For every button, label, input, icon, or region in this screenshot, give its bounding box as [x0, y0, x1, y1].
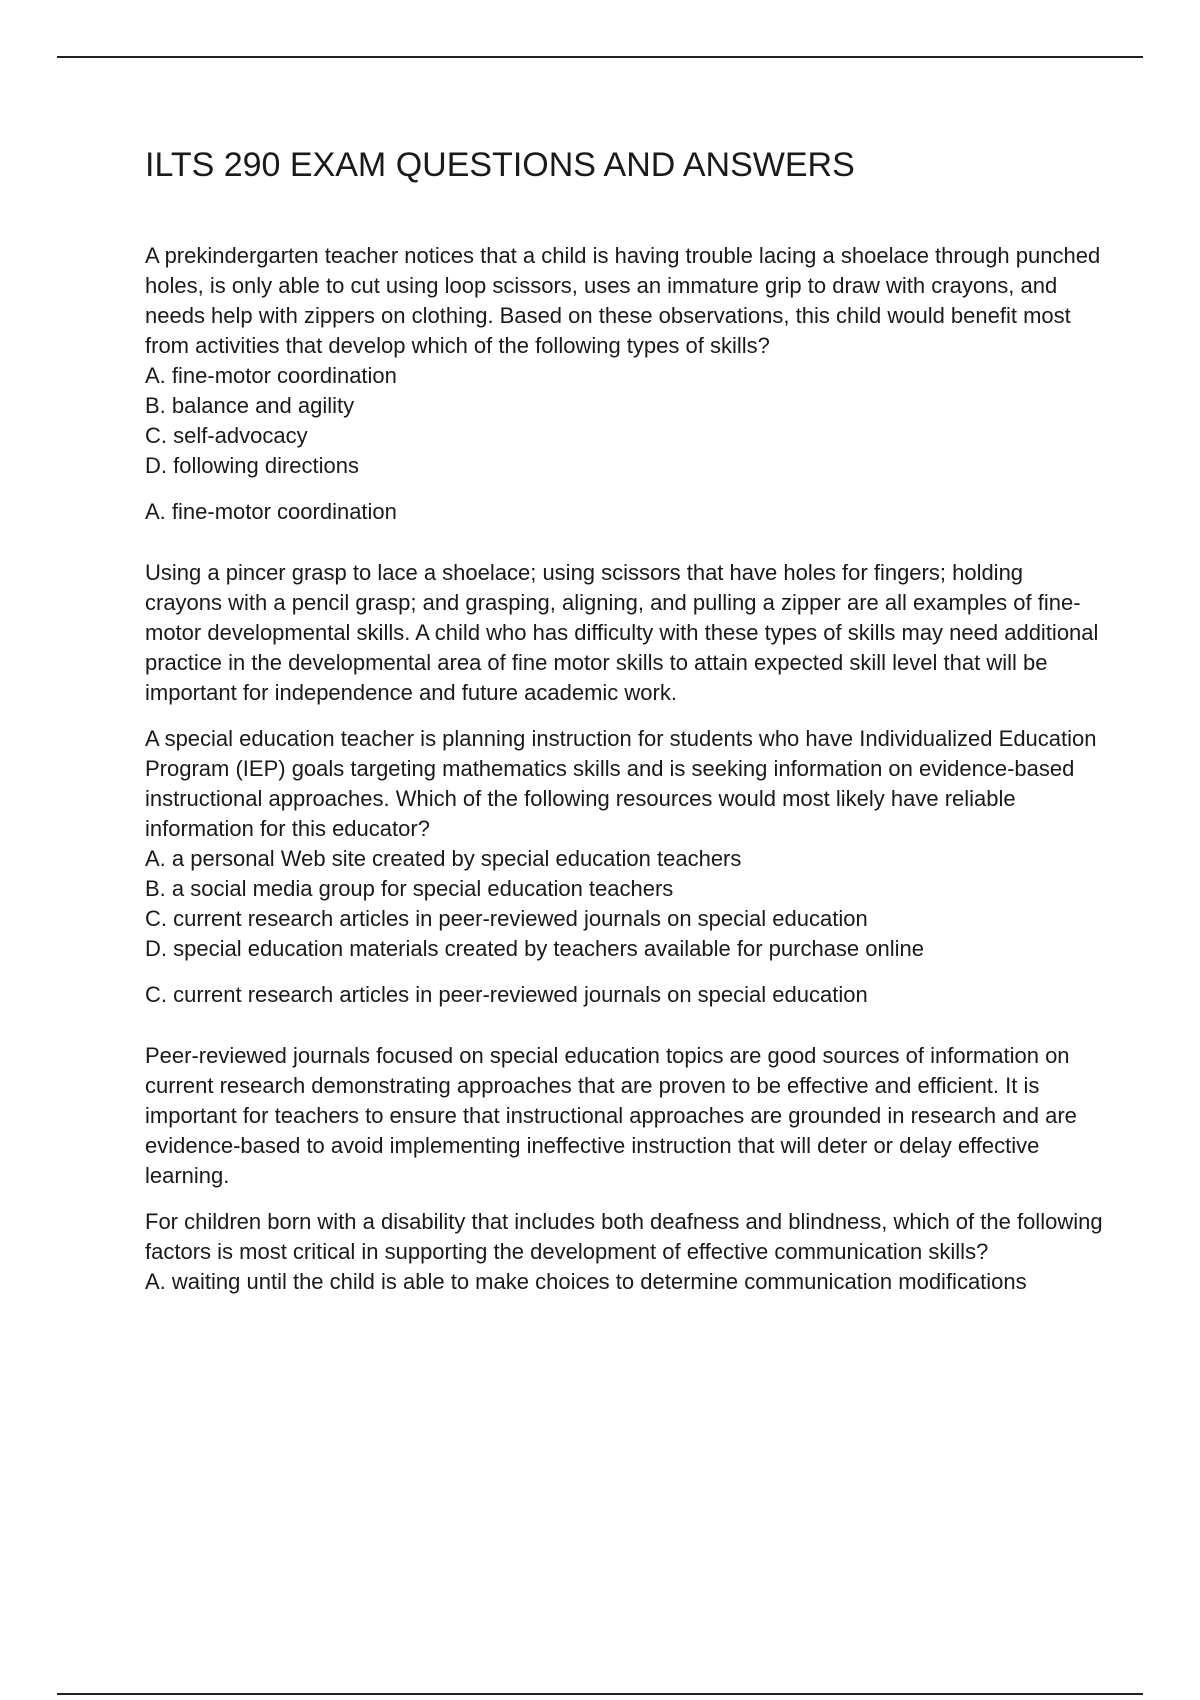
- answer-text: A. fine-motor coordination: [145, 499, 397, 524]
- question-text: For children born with a disability that includes both deafness and blindness, which of the following factors is most critical in supporting the development of effective communication skills?: [145, 1209, 1103, 1264]
- explanation-text: Using a pincer grasp to lace a shoelace; using scissors that have holes for fingers; holding crayons with a pencil grasp; and grasping, aligning, and pulling a zipper are all examples of fine-motor developmental skills. A child who has difficulty with these types of skills may need additional practice in the developmental area of fine motor skills to attain expected skill level that will be important for independence and future academic work.: [145, 560, 1099, 705]
- option-a: A. waiting until the child is able to make choices to determine communication modifications: [145, 1269, 1027, 1294]
- footer-rule: [57, 1693, 1143, 1695]
- question-text: A special education teacher is planning instruction for students who have Individualized Education Program (IEP) goals targeting mathematics skills and is seeking information on evidence-based instructional approaches. Which of the following resources would most likely have reliable information for this educator?: [145, 726, 1097, 841]
- question-block-3: [145, 1207, 1105, 1297]
- options-list: [145, 844, 1105, 964]
- option-c: C. self-advocacy: [145, 423, 308, 448]
- question-text: A prekindergarten teacher notices that a child is having trouble lacing a shoelace through punched holes, is only able to cut using loop scissors, uses an immature grip to draw with crayons, and needs help with zippers on clothing. Based on these observations, this child would benefit most from activities that develop which of the following types of skills?: [145, 243, 1101, 358]
- option-c: C. current research articles in peer-reviewed journals on special education: [145, 906, 868, 931]
- options-list: [145, 1267, 1105, 1297]
- option-d: D. special education materials created by teachers available for purchase online: [145, 936, 924, 961]
- option-b: B. balance and agility: [145, 393, 355, 418]
- options-list: [145, 361, 1105, 481]
- option-d: D. following directions: [145, 453, 359, 478]
- option-b: B. a social media group for special education teachers: [145, 876, 674, 901]
- question-block-2: [145, 724, 1105, 1191]
- page-content: [145, 140, 1105, 1297]
- option-a: A. fine-motor coordination: [145, 363, 397, 388]
- option-a: A. a personal Web site created by special education teachers: [145, 846, 742, 871]
- answer-text: C. current research articles in peer-reviewed journals on special education: [145, 982, 868, 1007]
- header-rule: [57, 56, 1143, 58]
- explanation-text: Peer-reviewed journals focused on special education topics are good sources of information on current research demonstrating approaches that are proven to be effective and efficient. It is important for teachers to ensure that instructional approaches are grounded in research and are evidence-based to avoid implementing ineffective instruction that will deter or delay effective learning.: [145, 1043, 1077, 1188]
- question-block-1: [145, 241, 1105, 708]
- document-title: ILTS 290 EXAM QUESTIONS AND ANSWERS: [145, 146, 855, 184]
